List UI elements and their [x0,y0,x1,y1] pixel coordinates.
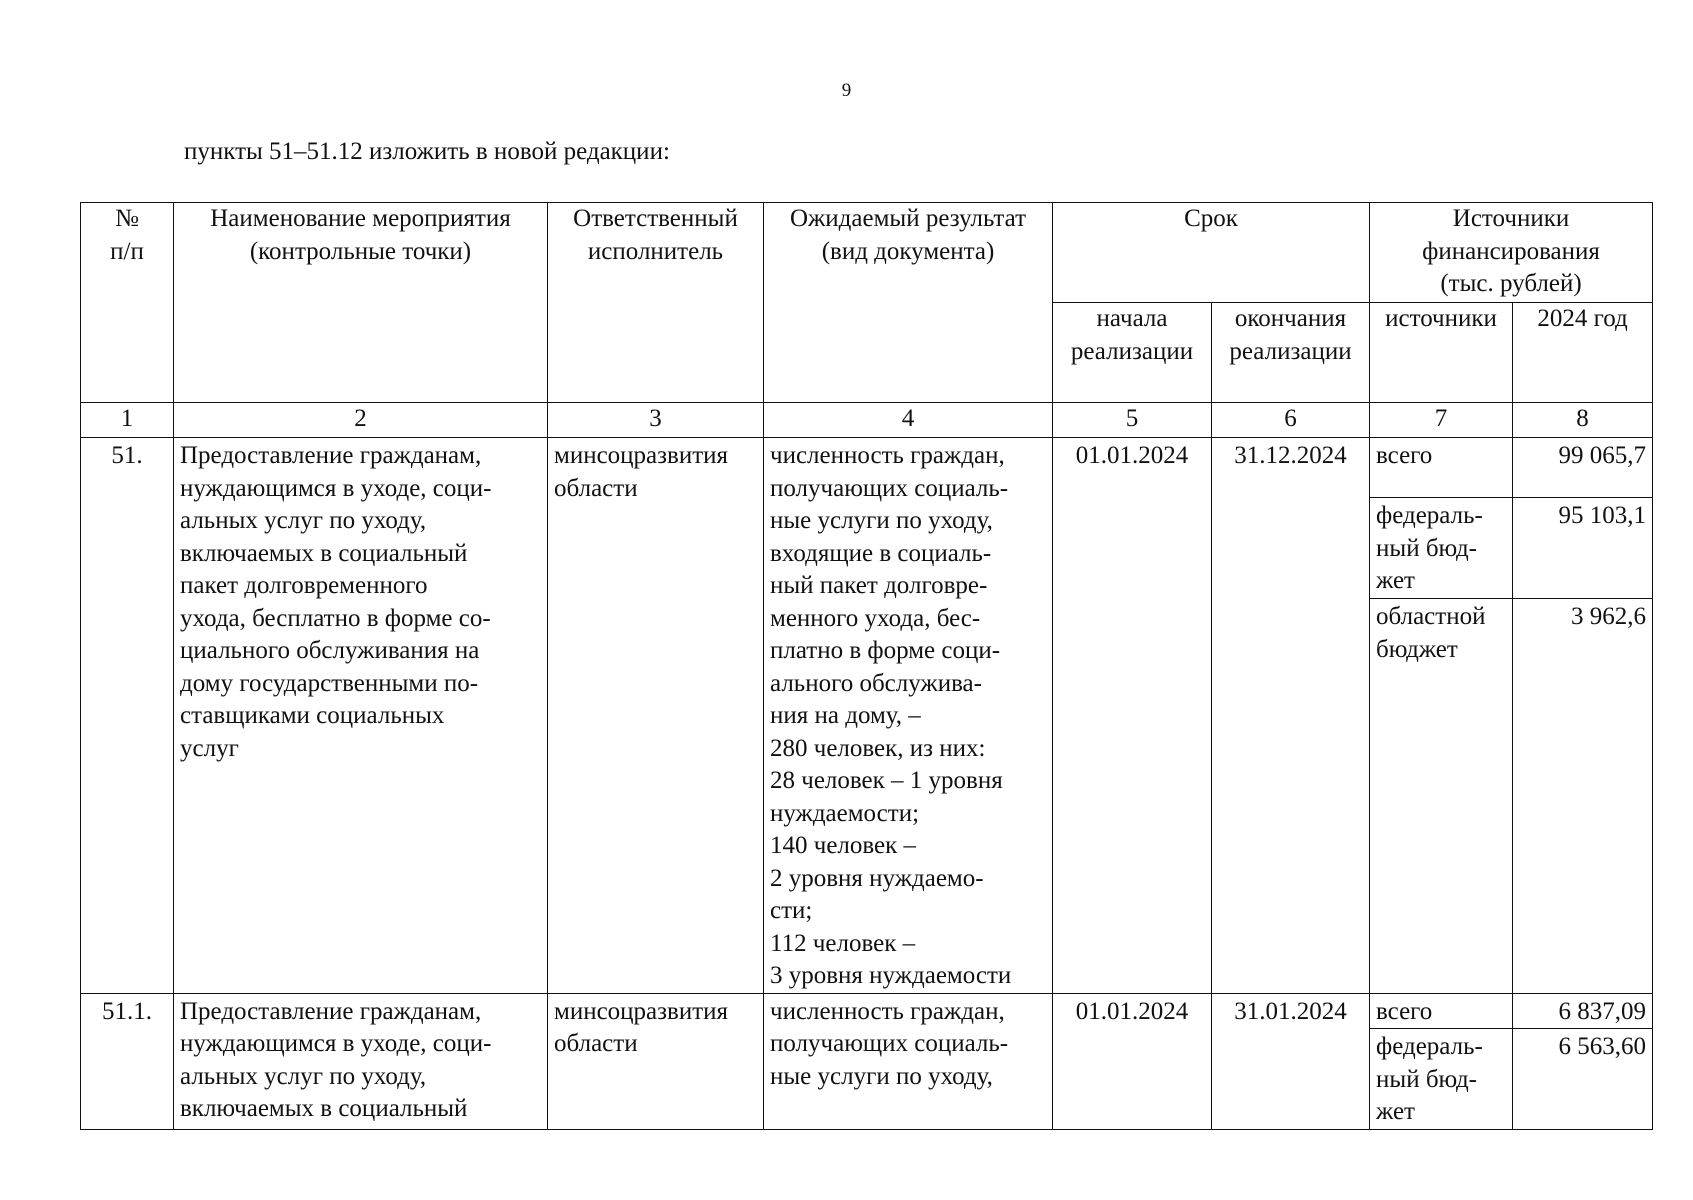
funding-value: 95 103,1 [1513,498,1653,599]
table-row [81,993,1653,1029]
header-num: № п/п [81,203,174,403]
column-number: 8 [1513,403,1653,438]
row-result: численность граждан, получающих социаль- ные услуги по уходу, [764,993,1053,1129]
funding-source: всего [1370,438,1513,498]
row-num: 51. [81,438,174,994]
header-end: окончания реализации [1212,303,1370,403]
header-responsible: Ответственный исполнитель [548,203,764,403]
row-start-date: 01.01.2024 [1053,438,1212,994]
column-number: 1 [81,403,174,438]
table-row [81,438,1653,498]
funding-value: 3 962,6 [1513,599,1653,993]
header-name: Наименование мероприятия (контрольные точки) [174,203,548,403]
funding-value: 6 837,09 [1513,993,1653,1029]
funding-value: 99 065,7 [1513,438,1653,498]
funding-source: всего [1370,993,1513,1029]
row-name: Предоставление гражданам, нуждающимся в уходе, соци- альных услуг по уходу, включаемых в социальный [174,993,548,1129]
row-result: численность граждан, получающих социаль- ные услуги по уходу, входящие в социаль- ный пакет долговре- менного ухода, бес- платно в форме соци- ального обслужива- ния на дому, – 280 человек, из них: 28 человек – 1 уровня нуждаемости; 140 человек – 2 уровня нуждаемо- сти; 112 человек – 3 уровня нуждаемости [764,438,1053,994]
header-term: Срок [1053,203,1370,303]
row-num: 51.1. [81,993,174,1129]
row-end-date: 31.01.2024 [1212,993,1370,1129]
page-number: 9 [841,80,852,101]
funding-source: областной бюджет [1370,599,1513,993]
column-number: 2 [174,403,548,438]
header-funding: Источники финансирования (тыс. рублей) [1370,203,1653,303]
column-number: 3 [548,403,764,438]
header-year: 2024 год [1513,303,1653,403]
measures-table [80,202,1653,1130]
column-number: 4 [764,403,1053,438]
column-number: 6 [1212,403,1370,438]
header-start: начала реализации [1053,303,1212,403]
header-sources: источники [1370,303,1513,403]
funding-value: 6 563,60 [1513,1029,1653,1130]
column-number: 7 [1370,403,1513,438]
row-end-date: 31.12.2024 [1212,438,1370,994]
column-number-row [81,403,1653,438]
row-responsible: минсоцразвития области [548,993,764,1129]
row-start-date: 01.01.2024 [1053,993,1212,1129]
funding-source: федераль- ный бюд- жет [1370,1029,1513,1130]
column-number: 5 [1053,403,1212,438]
row-name: Предоставление гражданам, нуждающимся в уходе, соци- альных услуг по уходу, включаемых в социальный пакет долговременного ухода, бесплатно в форме со- циального обслуживания на дому государственными по- ставщиками социальных услуг [174,438,548,994]
header-result: Ожидаемый результат (вид документа) [764,203,1053,403]
funding-source: федераль- ный бюд- жет [1370,498,1513,599]
header-row-top [81,203,1653,303]
intro-text: пункты 51–51.12 изложить в новой редакции: [184,138,670,165]
row-responsible: минсоцразвития области [548,438,764,994]
